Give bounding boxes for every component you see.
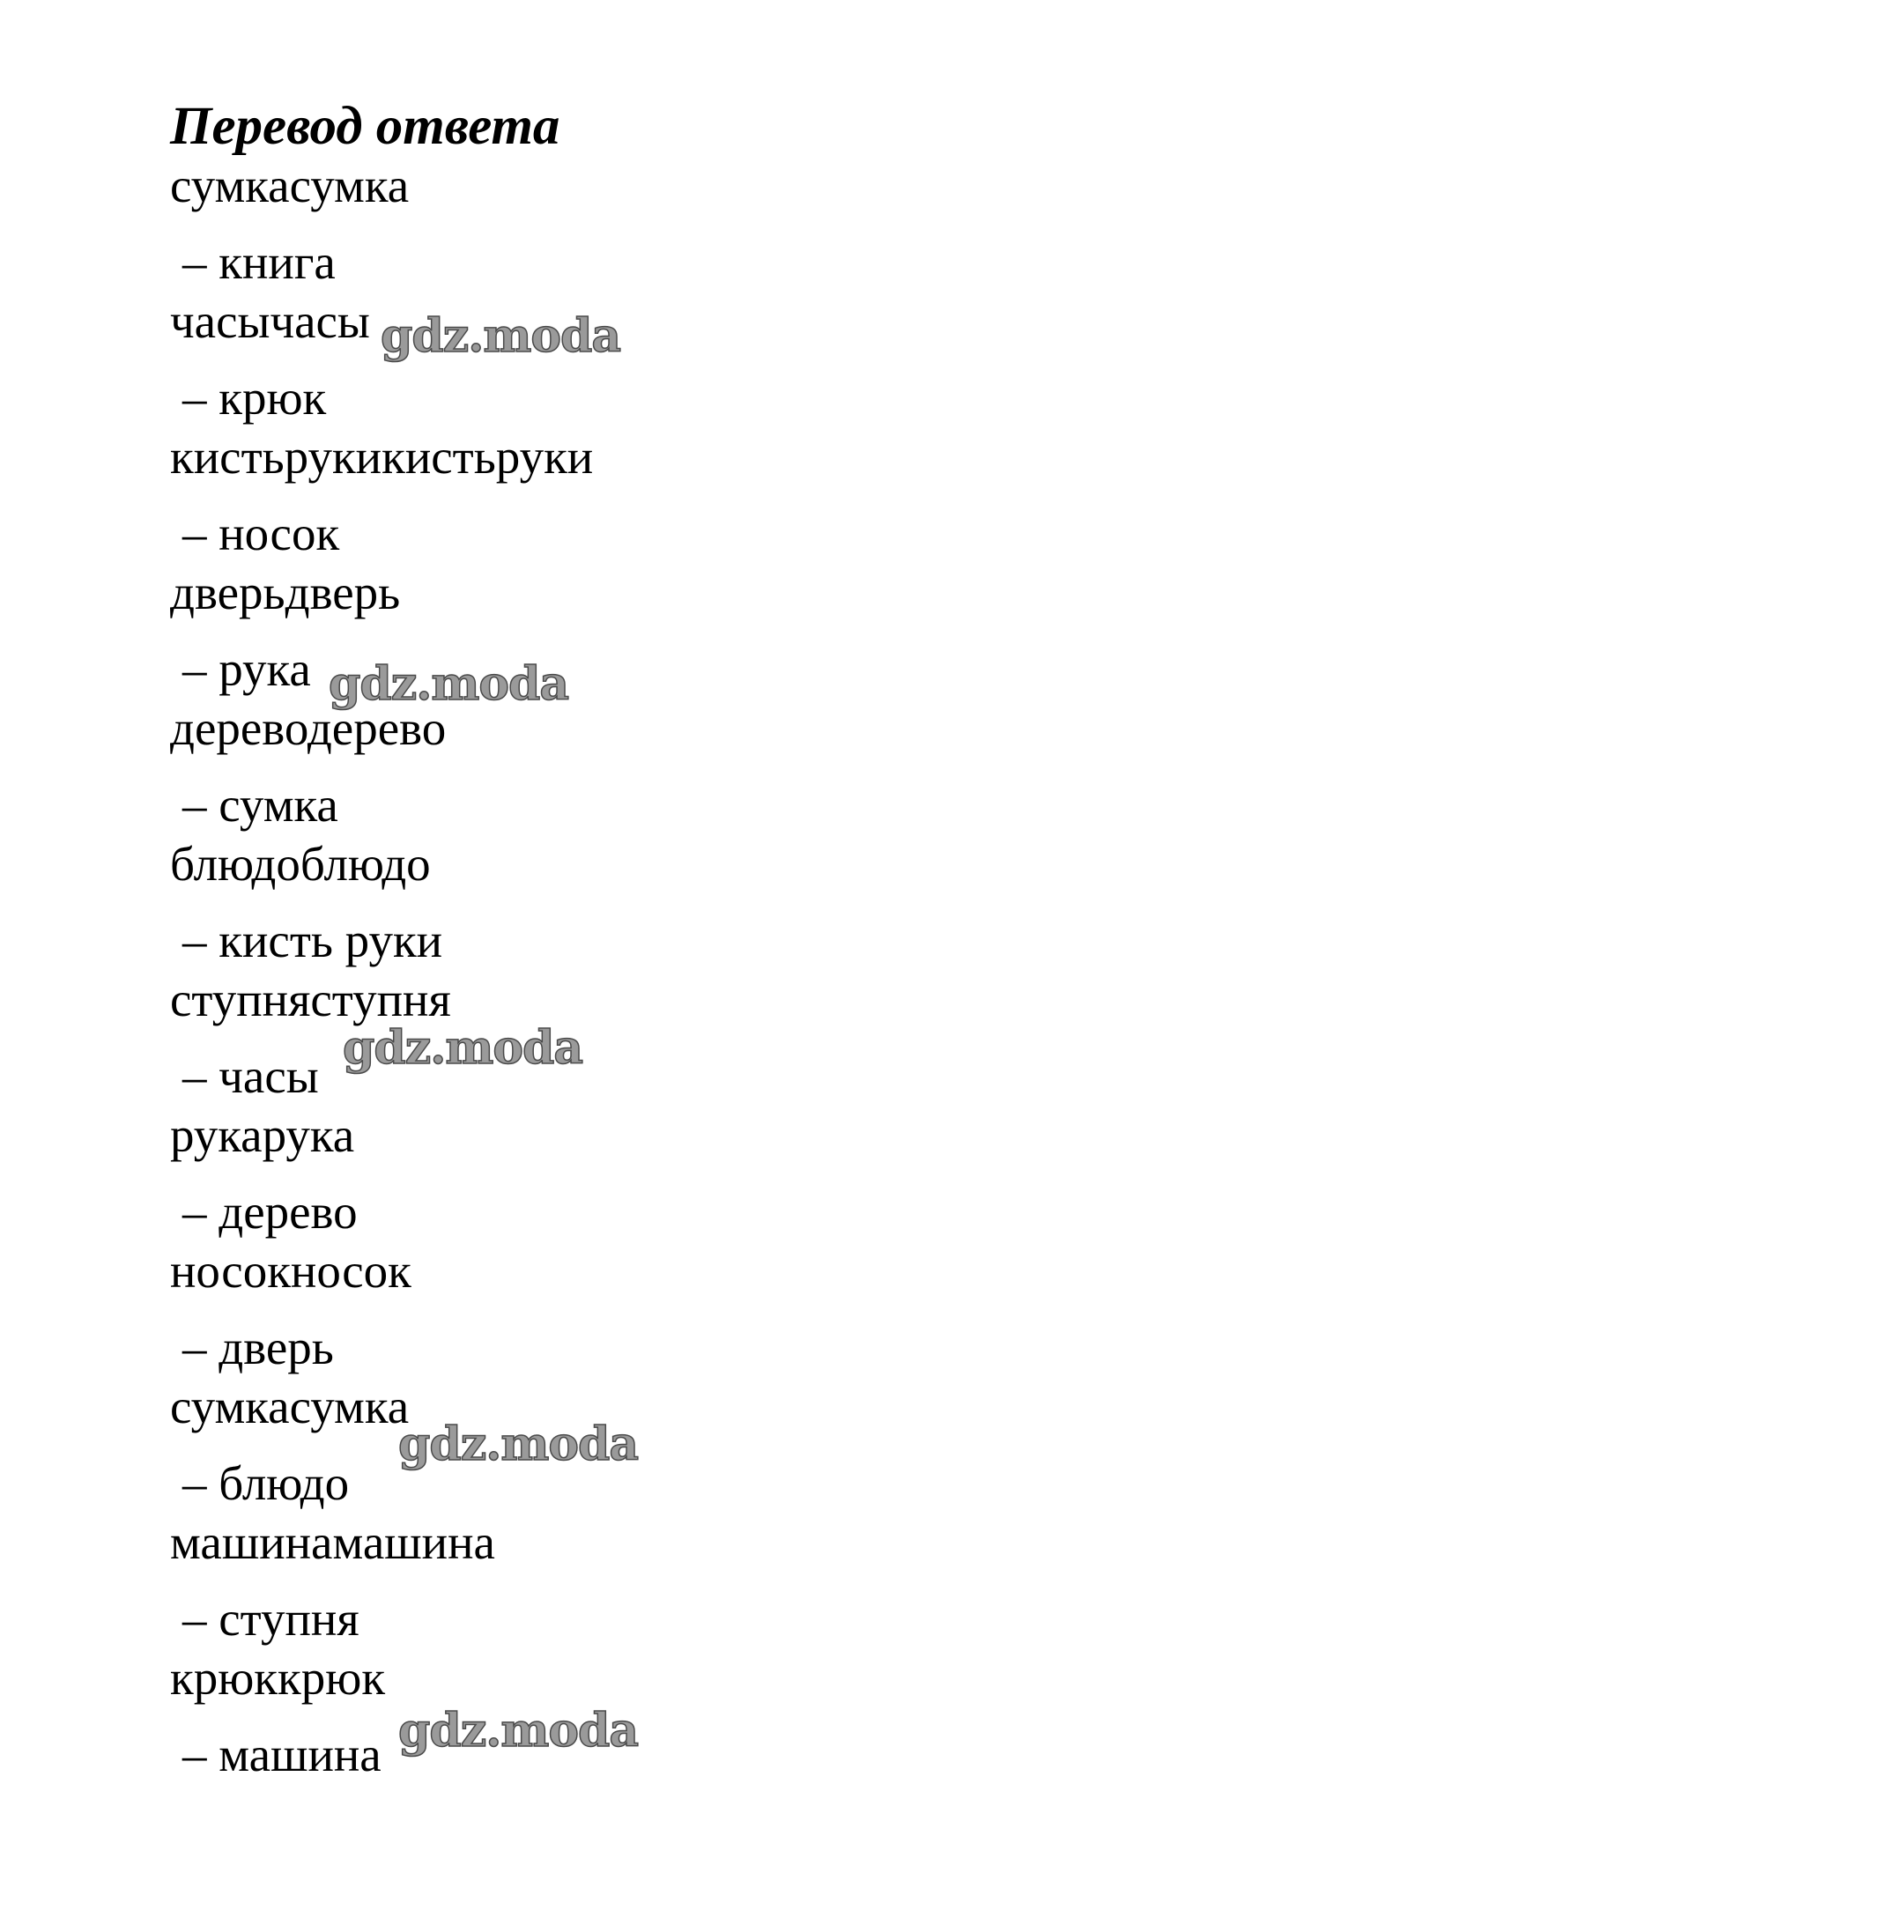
watermark: gdz.moda [398,1704,639,1758]
word-line: машинамашина [170,1515,495,1569]
word-line: часычасы [170,294,370,348]
watermark: gdz.moda [343,1021,583,1075]
watermark: gdz.moda [381,309,621,363]
word-line: кистьрукикистьруки [170,430,594,484]
word-line: сумкасумка [170,1380,410,1433]
translation-line: – дерево [182,1185,358,1239]
translation-line: – часы [182,1049,319,1103]
word-line: дверьдверь [170,566,401,619]
translation-line: – рука [182,642,311,696]
translation-line: – ступня [182,1592,359,1646]
word-line: сумкасумка [170,159,410,212]
document-title: Перевод ответа [170,97,560,156]
translation-line: – машина [182,1728,382,1781]
word-line: носокносок [170,1244,411,1298]
translation-line: – дверь [182,1321,334,1374]
translation-line: – носок [182,507,340,560]
word-line: рукарука [170,1108,355,1162]
translation-line: – блюдо [182,1456,350,1510]
translation-line: – книга [182,235,336,289]
watermark: gdz.moda [329,657,569,711]
watermark: gdz.moda [398,1418,639,1471]
word-line: блюдоблюдо [170,837,431,891]
word-line: ступняступня [170,973,451,1026]
translation-line: – сумка [182,778,338,832]
word-line: дереводерево [170,701,447,755]
translation-line: – кисть руки [182,914,443,967]
translation-line: – крюк [182,371,327,425]
word-line: крюккрюк [170,1651,386,1705]
